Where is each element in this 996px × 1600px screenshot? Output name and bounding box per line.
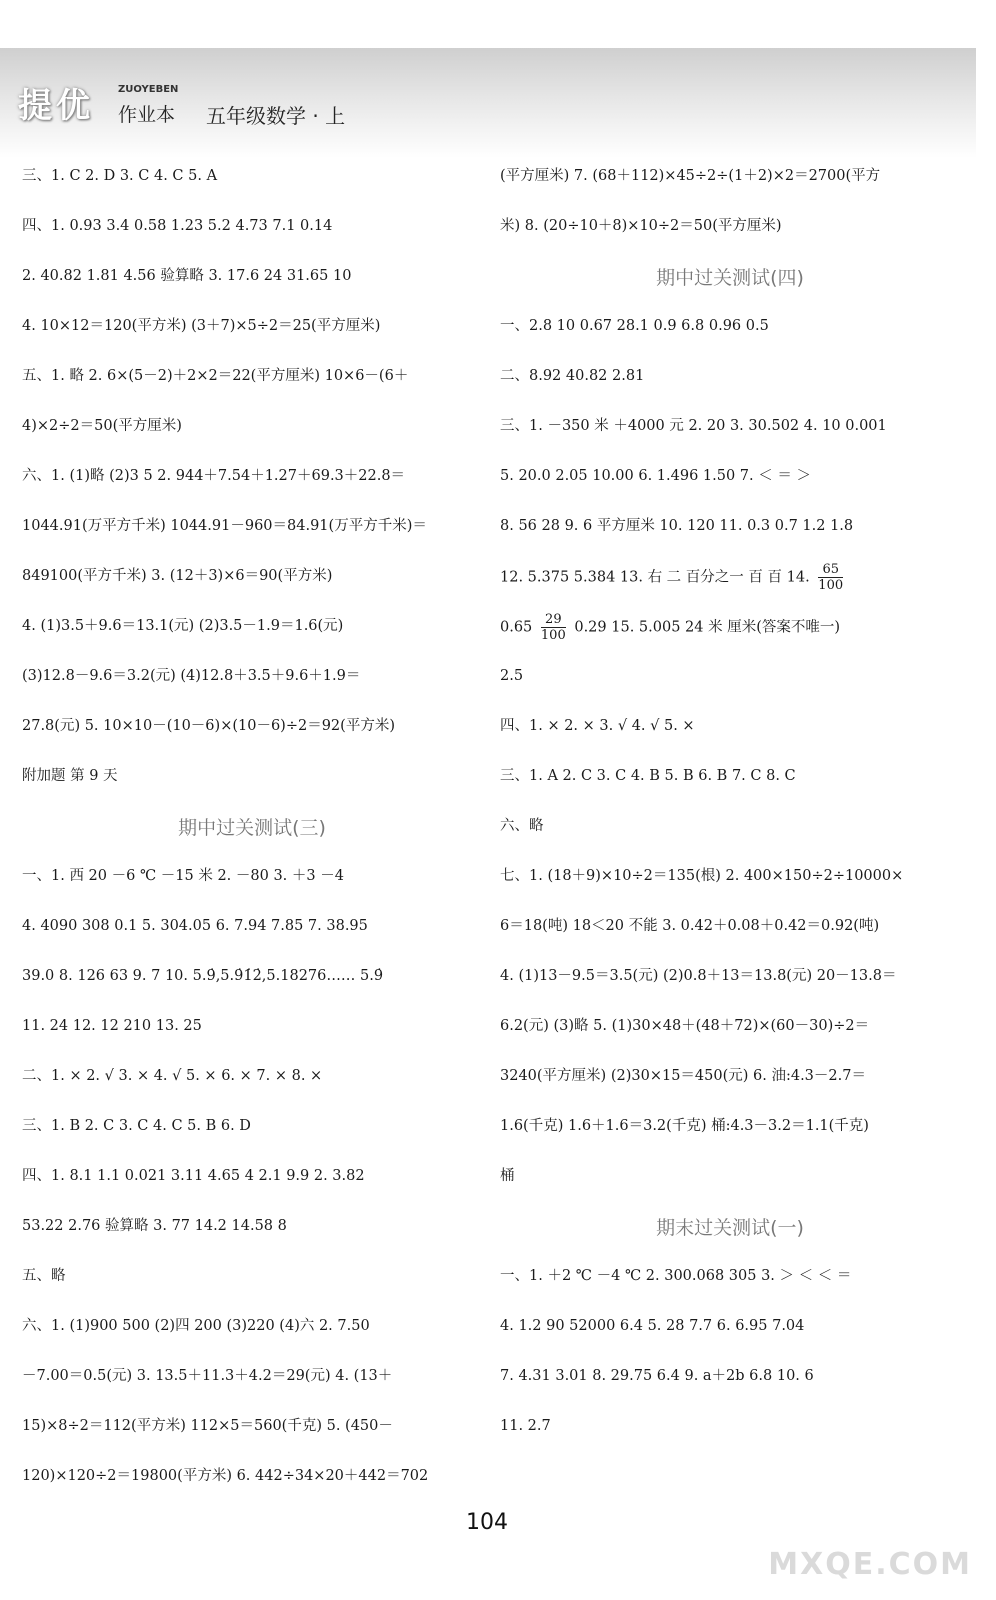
answer-line: (平方厘米) 7. (68＋112)×45÷2÷(1＋2)×2＝2700(平方: [500, 168, 881, 184]
answer-text: 0.65: [500, 619, 533, 636]
answer-line: 三、1. B 2. C 3. C 4. C 5. B 6. D: [22, 1118, 251, 1134]
answer-line: 一、1. 西 20 －6 ℃ －15 米 2. －80 3. ＋3 －4: [22, 868, 344, 884]
answer-line: 三、1. C 2. D 3. C 4. C 5. A: [22, 168, 218, 184]
answer-text: 12. 5.375 5.384 13. 右 二 百分之一 百 百 14.: [500, 569, 810, 586]
fraction-numerator: 65: [822, 562, 839, 577]
answer-line: 五、略: [22, 1268, 66, 1284]
answer-line: 附加题 第 9 天: [22, 768, 118, 784]
right-column: [500, 162, 960, 1462]
answer-line: 15)×8÷2＝112(平方米) 112×5＝560(千克) 5. (450－: [22, 1418, 393, 1434]
answer-line: 4. 10×12＝120(平方米) (3＋7)×5÷2＝25(平方厘米): [22, 318, 381, 334]
answer-line: 七、1. (18＋9)×10÷2＝135(根) 2. 400×150÷2÷10000×: [500, 868, 904, 884]
answer-line: 849100(平方千米) 3. (12＋3)×6＝90(平方米): [22, 568, 333, 584]
answer-line: 四、1. × 2. × 3. √ 4. √ 5. ×: [500, 718, 695, 734]
answer-line: 8. 56 28 9. 6 平方厘米 10. 120 11. 0.3 0.7 1.2 1.8: [500, 518, 854, 534]
answer-line: 五、1. 略 2. 6×(5－2)＋2×2＝22(平方厘米) 10×6－(6＋: [22, 368, 409, 384]
answer-line: 27.8(元) 5. 10×10－(10－6)×(10－6)÷2＝92(平方米): [22, 718, 395, 734]
page-number: 104: [466, 1510, 508, 1535]
answer-line: 4)×2÷2＝50(平方厘米): [22, 418, 182, 434]
answer-line: 6＝18(吨) 18＜20 不能 3. 0.42＋0.08＋0.42＝0.92(吨): [500, 918, 880, 934]
answer-line: 3240(平方厘米) (2)30×15＝450(元) 6. 油:4.3－2.7＝: [500, 1068, 866, 1084]
section-heading: 期中过关测试(三): [178, 817, 326, 839]
answer-line: 1044.91(万平方千米) 1044.91－960＝84.91(万平方千米)＝: [22, 518, 427, 534]
answer-line: 米) 8. (20÷10＋8)×10÷2＝50(平方厘米): [500, 218, 782, 234]
answer-line: 三、1. A 2. C 3. C 4. B 5. B 6. B 7. C 8. C: [500, 768, 796, 784]
answer-line: －7.00＝0.5(元) 3. 13.5＋11.3＋4.2＝29(元) 4. (13＋: [22, 1368, 393, 1384]
answer-line: 4. (1)13－9.5＝3.5(元) (2)0.8＋13＝13.8(元) 20－13.8＝: [500, 968, 897, 984]
answer-line: 120)×120÷2＝19800(平方米) 6. 442÷34×20＋442＝702: [22, 1468, 429, 1484]
answer-line: 6.2(元) (3)略 5. (1)30×48＋(48＋72)×(60－30)÷2＝: [500, 1018, 870, 1034]
answer-line: 11. 2.7: [500, 1418, 551, 1434]
answer-line: 四、1. 0.93 3.4 0.58 1.23 5.2 4.73 7.1 0.14: [22, 218, 333, 234]
answer-line: 一、1. ＋2 ℃ －4 ℃ 2. 300.068 305 3. ＞ ＜ ＜ ＝: [500, 1268, 852, 1284]
fraction-denominator: 100: [540, 628, 566, 643]
answer-text: 0.29 15. 5.005 24 米 厘米(答案不唯一): [574, 619, 841, 636]
answer-line: 六、1. (1)略 (2)3 5 2. 944＋7.54＋1.27＋69.3＋22.8＝: [22, 468, 406, 484]
watermark-logo: MXQE.COM: [768, 1547, 972, 1582]
answer-line: 六、1. (1)900 500 (2)四 200 (3)220 (4)六 2. 7.50: [22, 1318, 370, 1334]
brand-name: 作业本: [118, 104, 176, 126]
fraction: [541, 612, 566, 643]
fraction: [818, 562, 843, 593]
answer-line: 桶: [500, 1168, 515, 1184]
section-heading: 期中过关测试(四): [656, 267, 804, 289]
answer-line: 2.5: [500, 668, 524, 684]
fraction-numerator: 29: [545, 612, 562, 627]
brand-logo: 提优: [18, 86, 94, 126]
book-title: 五年级数学 · 上: [206, 104, 346, 128]
fraction-denominator: 100: [818, 578, 844, 593]
answer-line: 53.22 2.76 验算略 3. 77 14.2 14.58 8: [22, 1218, 287, 1234]
answer-line: 4. 1.2 90 52000 6.4 5. 28 7.7 6. 6.95 7.04: [500, 1318, 805, 1334]
answer-line: 11. 24 12. 12 210 13. 25: [22, 1018, 202, 1034]
answer-line: 2. 40.82 1.81 4.56 验算略 3. 17.6 24 31.65 10: [22, 268, 352, 284]
answer-line: 39.0 8. 126 63 9. 7 10. 5.9̇,5.9̇1̇2̇,5.18276…… 5.9̇: [22, 968, 384, 984]
answer-line: 一、2.8 10 0.67 28.1 0.9 6.8 0.96 0.5: [500, 318, 769, 334]
answer-line-with-fraction: [500, 562, 960, 612]
answer-line: (3)12.8－9.6＝3.2(元) (4)12.8＋3.5＋9.6＋1.9＝: [22, 668, 361, 684]
left-column: [22, 162, 482, 1512]
answer-line: 三、1. －350 米 ＋4000 元 2. 20 3. 30.502 4. 10 0.001: [500, 418, 887, 434]
answer-line: 四、1. 8.1 1.1 0.021 3.11 4.65 4 2.1 9.9 2. 3.82: [22, 1168, 365, 1184]
answer-line: 4. 4090 308 0.1 5. 304.05 6. 7.94 7.85 7. 38.95: [22, 918, 368, 934]
answer-line: 二、8.92 40.82 2.81: [500, 368, 645, 384]
answer-line: 六、略: [500, 818, 544, 834]
answer-line: 5. 20.0 2.05 10.00 6. 1.496 1.50 7. ＜ ＝ ＞: [500, 468, 811, 484]
answer-line-with-fraction: [500, 612, 960, 662]
answer-line: 二、1. × 2. √ 3. × 4. √ 5. × 6. × 7. × 8. ×: [22, 1068, 323, 1084]
answer-line: 7. 4.31 3.01 8. 29.75 6.4 9. a＋2b 6.8 10. 6: [500, 1368, 814, 1384]
section-heading: 期末过关测试(一): [656, 1217, 804, 1239]
answer-line: 4. (1)3.5＋9.6＝13.1(元) (2)3.5－1.9＝1.6(元): [22, 618, 344, 634]
answer-line: 1.6(千克) 1.6＋1.6＝3.2(千克) 桶:4.3－3.2＝1.1(千克): [500, 1118, 869, 1134]
brand-pinyin: ZUOYEBEN: [118, 84, 179, 95]
